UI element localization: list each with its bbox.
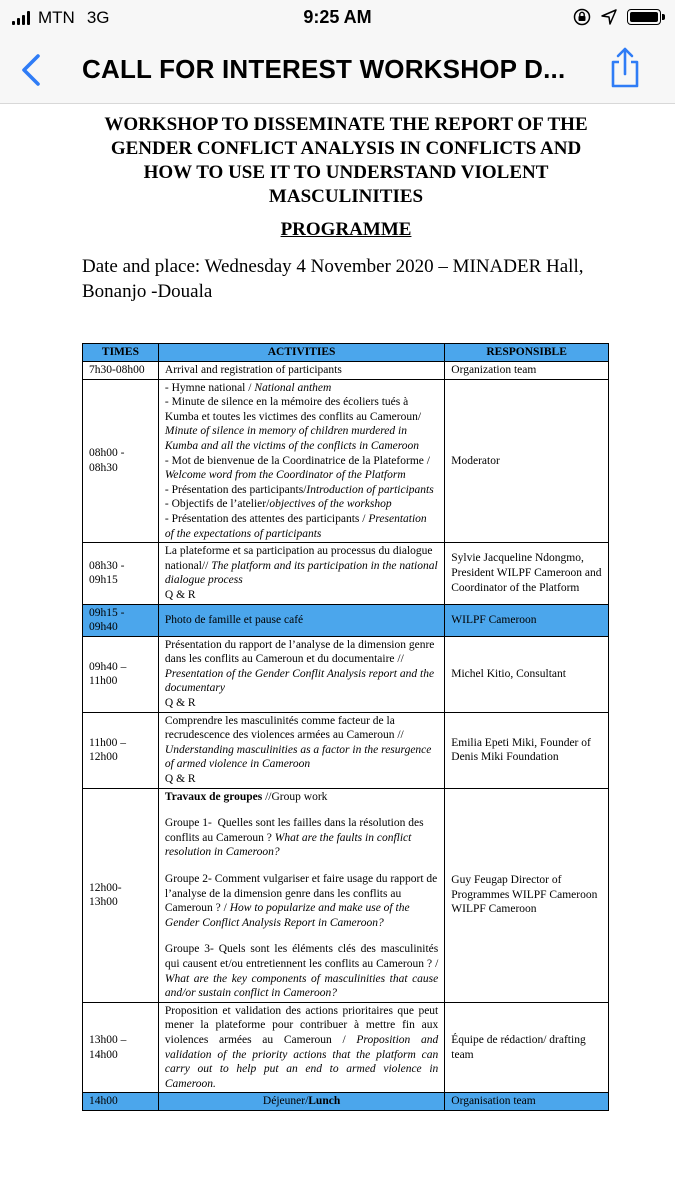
workshop-heading: WORKSHOP TO DISSEMINATE THE REPORT OF THE GENDER CONFLICT ANALYSIS IN CONFLICTS AND HOW TO USE IT TO UNDERSTAND VIOLENT MASCULINITIES — [104, 114, 588, 207]
time-cell: 12h00- 13h00 — [83, 788, 159, 1002]
table-header-row — [83, 344, 609, 362]
battery-icon — [627, 9, 661, 25]
programme-heading: PROGRAMME — [280, 219, 412, 240]
activity-cell: Travaux de groupes //Group work Groupe 1- Quelles sont les failles dans la résolution des conflits au Cameroun ? What are the faults in conflict resolution in Cameroon? Groupe 2- Comment vulgariser et faire usage du rapport de l’analyse de la dimension genre dans les conflits au Cameroun ? / How to popularize and make use of the Gender Conflict Analysis Report in Cameroon? Groupe 3- Quels sont les éléments clés des masculinités qui causent et/ou entretiennent les conflits au Cameroun ? / What are the key components of masculinities that cause and/or sustain conflict in Cameroon? — [158, 788, 444, 1002]
responsible-cell: Guy Feugap Director of Programmes WILPF Cameroon WILPF Cameroon — [445, 788, 609, 1002]
header-times: TIMES — [83, 344, 159, 362]
back-chevron-icon[interactable] — [14, 50, 48, 90]
header-activities: ACTIVITIES — [158, 344, 444, 362]
activity-cell: Présentation du rapport de l’analyse de la dimension genre dans les conflits au Cameroun et du documentaire // Presentation of the Gender Conflit Analysis report and the documentary Q & R — [158, 636, 444, 712]
share-icon[interactable] — [607, 46, 643, 90]
time-cell: 08h00 - 08h30 — [83, 379, 159, 543]
header-responsible: RESPONSIBLE — [445, 344, 609, 362]
activity-cell: Comprendre les masculinités comme facteur de la recrudescence des violences armées au Cameroun // Understanding masculinities as a factor in the resurgence of armed violence in Cameroon Q & R — [158, 712, 444, 788]
activity-cell: Déjeuner/Lunch — [158, 1093, 444, 1111]
network-type: 3G — [86, 8, 110, 27]
responsible-cell: WILPF Cameroon — [445, 604, 609, 636]
activity-cell: Arrival and registration of participants — [158, 362, 444, 380]
table-row — [83, 712, 609, 788]
table-row — [83, 788, 609, 1002]
time-cell: 11h00 – 12h00 — [83, 712, 159, 788]
time-cell: 09h40 – 11h00 — [83, 636, 159, 712]
responsible-cell: Moderator — [445, 379, 609, 543]
table-row — [83, 543, 609, 604]
time-cell: 08h30 - 09h15 — [83, 543, 159, 604]
activity-cell: Proposition et validation des actions prioritaires que peut mener la plateforme pour contribuer à mettre fin aux violences armées au Cameroun / Proposition and validation of the priority actions that the platform can carry out to help put an end to armed violence in Cameroon. — [158, 1002, 444, 1093]
time-cell: 13h00 – 14h00 — [83, 1002, 159, 1093]
responsible-cell: Emilia Epeti Miki, Founder of Denis Miki Foundation — [445, 712, 609, 788]
time-cell: 7h30-08h00 — [83, 362, 159, 380]
status-time: 9:25 AM — [303, 7, 372, 27]
table-row-coffee-break — [83, 604, 609, 636]
location-arrow-icon — [601, 9, 617, 25]
time-cell: 14h00 — [83, 1093, 159, 1111]
table-row-lunch — [83, 1093, 609, 1111]
responsible-cell: Organization team — [445, 362, 609, 380]
table-row — [83, 636, 609, 712]
status-bar — [0, 0, 675, 36]
responsible-cell: Sylvie Jacqueline Ndongmo, President WILPF Cameroon and Coordinator of the Platform — [445, 543, 609, 604]
responsible-cell: Michel Kitio, Consultant — [445, 636, 609, 712]
orientation-lock-icon — [573, 8, 591, 26]
navigation-bar — [0, 36, 675, 104]
responsible-cell: Équipe de rédaction/ drafting team — [445, 1002, 609, 1093]
activity-cell: La plateforme et sa participation au processus du dialogue national// The platform and its participation in the national dialogue process Q & R — [158, 543, 444, 604]
table-row — [83, 1002, 609, 1093]
document-title: CALL FOR INTEREST WORKSHOP D... — [82, 54, 566, 84]
activity-cell: - Hymne national / National anthem - Minute de silence en la mémoire des écoliers tués à Kumba et toutes les victimes des conflits au Cameroun/ Minute of silence in memory of children murdered in Kumba and all the victims of the conflicts in Cameroon - Mot de bienvenue de la Coordinatrice de la Plateforme / Welcome word from the Coordinator of the Platform - Présentation des participants/Introduction of participants - Objectifs de l’atelier/objectives of the workshop - Présentation des attentes des participants / Presentation of the expectations of participants — [158, 379, 444, 543]
responsible-cell: Organisation team — [445, 1093, 609, 1111]
time-cell: 09h15 - 09h40 — [83, 604, 159, 636]
activity-cell: Photo de famille et pause café — [158, 604, 444, 636]
table-row — [83, 362, 609, 380]
programme-table — [82, 343, 609, 1111]
carrier-name: MTN — [38, 8, 75, 27]
document-page[interactable] — [0, 105, 675, 1200]
date-and-place: Date and place: Wednesday 4 November 2020 – MINADER Hall, Bonanjo -Douala — [82, 256, 584, 302]
table-row — [83, 379, 609, 543]
